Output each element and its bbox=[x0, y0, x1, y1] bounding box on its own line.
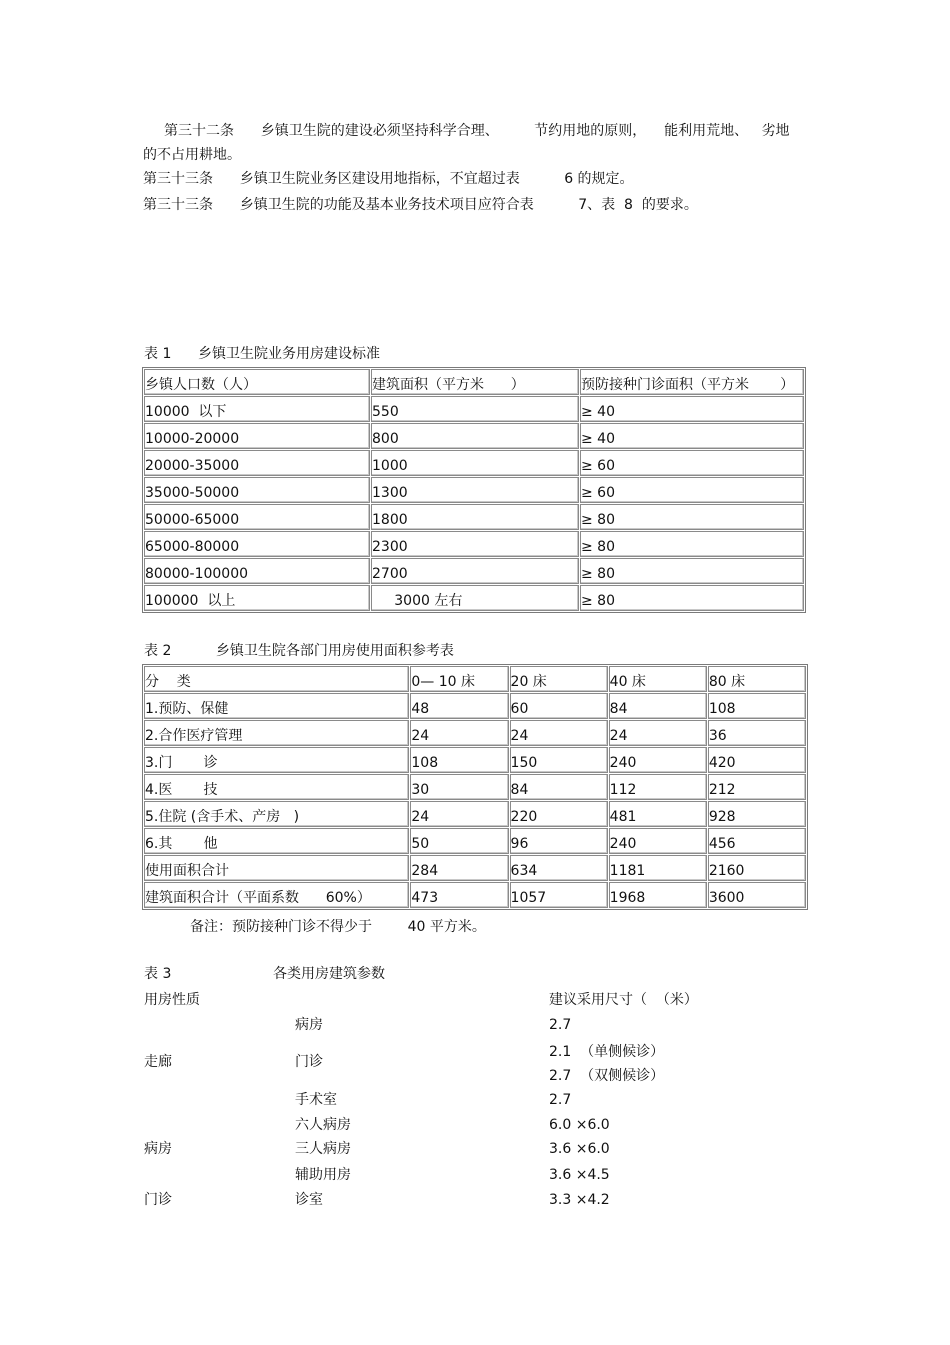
table-cell: 420 bbox=[708, 747, 806, 773]
table3-caption-label: 表 3 bbox=[144, 966, 172, 982]
table-cell: ≥ 80 bbox=[580, 504, 804, 530]
table-row bbox=[144, 747, 806, 773]
table1-caption: 表 1 乡镇卫生院业务用房建设标准 bbox=[144, 346, 381, 362]
table-cell: 24 bbox=[609, 720, 707, 746]
article-32-line1: 第三十二条 乡镇卫生院的建设必须坚持科学合理、 节约用地的原则， 能利用荒地、 劣地 bbox=[164, 123, 790, 139]
table-cell: 481 bbox=[609, 801, 707, 827]
article-32-line2: 的不占用耕地。 bbox=[143, 147, 241, 163]
article-33-functions: 第三十三条 乡镇卫生院的功能及基本业务技术项目应符合表 7、表 8 的要求。 bbox=[143, 197, 698, 213]
table-row bbox=[144, 396, 804, 422]
table-cell: 6.其 他 bbox=[144, 828, 409, 854]
table-cell: 2160 bbox=[708, 855, 806, 881]
table-cell: 1300 bbox=[371, 477, 579, 503]
table-row bbox=[144, 558, 804, 584]
table3-item: 辅助用房 bbox=[295, 1167, 351, 1183]
table-cell: 108 bbox=[708, 693, 806, 719]
table-cell: 24 bbox=[510, 720, 608, 746]
table-row bbox=[144, 477, 804, 503]
table-row bbox=[144, 774, 806, 800]
table-cell: 20000-35000 bbox=[144, 450, 370, 476]
table-cell: 473 bbox=[410, 882, 508, 908]
table-cell: 24 bbox=[410, 801, 508, 827]
table3-item: 三人病房 bbox=[295, 1141, 351, 1157]
table-cell: ≥ 80 bbox=[580, 558, 804, 584]
table2-header-cell: 80 床 bbox=[708, 666, 806, 692]
table2-header-row bbox=[144, 666, 806, 692]
table-cell: 150 bbox=[510, 747, 608, 773]
table2-header-cell: 20 床 bbox=[510, 666, 608, 692]
table3-size: 6.0 ×6.0 bbox=[549, 1117, 610, 1133]
table-cell: 1181 bbox=[609, 855, 707, 881]
table-cell: ≥ 80 bbox=[580, 585, 804, 611]
table-cell: 100000 以上 bbox=[144, 585, 370, 611]
table-cell: 96 bbox=[510, 828, 608, 854]
table3-category: 走廊 bbox=[144, 1054, 172, 1070]
table3-size: 3.6 ×4.5 bbox=[549, 1167, 610, 1183]
table-cell: 4.医 技 bbox=[144, 774, 409, 800]
table3-item: 手术室 bbox=[295, 1092, 337, 1108]
table-cell: 5.住院 (含手术、产房 ) bbox=[144, 801, 409, 827]
table-cell: 550 bbox=[371, 396, 579, 422]
article-33-land-use: 第三十三条 乡镇卫生院业务区建设用地指标，不宜超过表 6 的规定。 bbox=[143, 171, 634, 187]
table-cell: 10000 以下 bbox=[144, 396, 370, 422]
table-cell: 1057 bbox=[510, 882, 608, 908]
table2-header-cell: 分 类 bbox=[144, 666, 409, 692]
table-cell: 3.门 诊 bbox=[144, 747, 409, 773]
table-cell: 2700 bbox=[371, 558, 579, 584]
table-cell: 2.合作医疗管理 bbox=[144, 720, 409, 746]
table-cell: 1000 bbox=[371, 450, 579, 476]
table-cell: 65000-80000 bbox=[144, 531, 370, 557]
table2-note: 备注：预防接种门诊不得少于 40 平方米。 bbox=[190, 919, 486, 935]
table-cell: 50000-65000 bbox=[144, 504, 370, 530]
table-cell: 220 bbox=[510, 801, 608, 827]
table-cell: 84 bbox=[609, 693, 707, 719]
table-row bbox=[144, 801, 806, 827]
table-cell: 使用面积合计 bbox=[144, 855, 409, 881]
table3-header-left: 用房性质 bbox=[144, 992, 200, 1008]
table-cell: 240 bbox=[609, 747, 707, 773]
table3-item: 病房 bbox=[295, 1017, 323, 1033]
table-cell: 456 bbox=[708, 828, 806, 854]
table-cell: 212 bbox=[708, 774, 806, 800]
table-cell: 800 bbox=[371, 423, 579, 449]
table3-item: 诊室 bbox=[295, 1192, 323, 1208]
table-row bbox=[144, 531, 804, 557]
table3-size: 2.7 （双侧候诊） bbox=[549, 1068, 665, 1084]
table-cell: 10000-20000 bbox=[144, 423, 370, 449]
table-cell: 2300 bbox=[371, 531, 579, 557]
table-cell: 60 bbox=[510, 693, 608, 719]
table3-size: 2.1 （单侧候诊） bbox=[549, 1044, 665, 1060]
table-cell: 建筑面积合计（平面系数 60%） bbox=[144, 882, 409, 908]
table-row bbox=[144, 450, 804, 476]
table1 bbox=[142, 367, 806, 613]
table3-size: 3.6 ×6.0 bbox=[549, 1141, 610, 1157]
table3-item: 六人病房 bbox=[295, 1117, 351, 1133]
table-cell: ≥ 40 bbox=[580, 423, 804, 449]
table2-header-cell: 40 床 bbox=[609, 666, 707, 692]
table-cell: 30 bbox=[410, 774, 508, 800]
table-row bbox=[144, 882, 806, 908]
table-cell: 1.预防、保健 bbox=[144, 693, 409, 719]
table3-size: 3.3 ×4.2 bbox=[549, 1192, 610, 1208]
table-cell: 634 bbox=[510, 855, 608, 881]
table2-header-cell: 0— 10 床 bbox=[410, 666, 508, 692]
table3-item: 门诊 bbox=[295, 1054, 323, 1070]
table-cell: 48 bbox=[410, 693, 508, 719]
table-cell: ≥ 80 bbox=[580, 531, 804, 557]
table-row bbox=[144, 720, 806, 746]
table-cell: 3600 bbox=[708, 882, 806, 908]
table-cell: 36 bbox=[708, 720, 806, 746]
table3-size: 2.7 bbox=[549, 1092, 572, 1108]
table-cell: 284 bbox=[410, 855, 508, 881]
table-cell: 1800 bbox=[371, 504, 579, 530]
table1-header-cell: 预防接种门诊面积（平方米 ） bbox=[580, 369, 804, 395]
table-cell: ≥ 40 bbox=[580, 396, 804, 422]
table2 bbox=[142, 664, 808, 910]
table-cell: 112 bbox=[609, 774, 707, 800]
table-cell: 1968 bbox=[609, 882, 707, 908]
table3-caption-title: 各类用房建筑参数 bbox=[273, 966, 385, 982]
table-cell: 928 bbox=[708, 801, 806, 827]
table-row bbox=[144, 585, 804, 611]
table1-header-cell: 乡镇人口数（人） bbox=[144, 369, 370, 395]
table3-size: 2.7 bbox=[549, 1017, 572, 1033]
table-cell: 108 bbox=[410, 747, 508, 773]
table2-caption: 表 2 乡镇卫生院各部门用房使用面积参考表 bbox=[144, 643, 454, 659]
table-cell: ≥ 60 bbox=[580, 450, 804, 476]
table3-category: 病房 bbox=[144, 1141, 172, 1157]
table-row bbox=[144, 504, 804, 530]
table-cell: ≥ 60 bbox=[580, 477, 804, 503]
table1-header-row bbox=[144, 369, 804, 395]
table-cell: 3000 左右 bbox=[371, 585, 579, 611]
table3-header-right: 建议采用尺寸（ （米） bbox=[549, 992, 698, 1008]
table1-header-cell: 建筑面积（平方米 ） bbox=[371, 369, 579, 395]
table3-category: 门诊 bbox=[144, 1192, 172, 1208]
table-cell: 240 bbox=[609, 828, 707, 854]
table-row bbox=[144, 693, 806, 719]
table-cell: 80000-100000 bbox=[144, 558, 370, 584]
table-cell: 24 bbox=[410, 720, 508, 746]
table-cell: 50 bbox=[410, 828, 508, 854]
table-cell: 84 bbox=[510, 774, 608, 800]
table-cell: 35000-50000 bbox=[144, 477, 370, 503]
table-row bbox=[144, 828, 806, 854]
table-row bbox=[144, 423, 804, 449]
table-row bbox=[144, 855, 806, 881]
